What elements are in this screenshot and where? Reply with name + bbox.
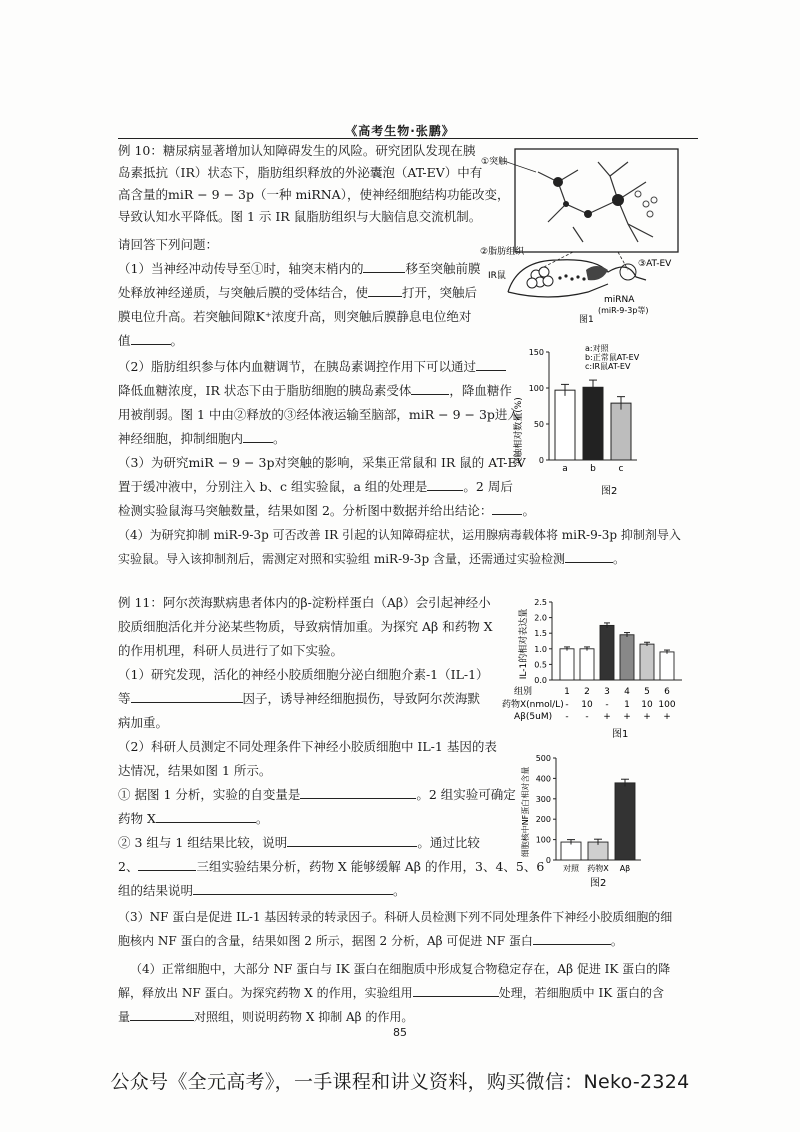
y-tick-label: 500: [535, 754, 551, 763]
ex11-q4-line-1: （4）正常细胞中，大部分 NF 蛋白与 IK 蛋白在细胞质中形成复合物稳定存在，Aβ 促进 IK 蛋白的降: [130, 962, 671, 976]
text: 量: [118, 1010, 131, 1024]
answer-blank[interactable]: [287, 832, 417, 847]
row-label-group: 组别: [514, 687, 533, 697]
text: ，降血糖作: [449, 383, 512, 398]
footer-promo-text: 公众号《全元高考》，一手课程和讲义资料，购买微信：Neko-2324: [110, 1071, 690, 1093]
ab-treatment: +: [623, 712, 631, 722]
bar-group-4: [620, 635, 634, 680]
ab-treatment: +: [643, 712, 651, 722]
example11-line-2: 胶质细胞活化并分泌某些物质，导致病情加重。为探究 Aβ 和药物 X: [118, 619, 493, 634]
row-label-ab: Aβ(5uM): [514, 712, 553, 722]
ex10-q3-line-1: （3）为研究miR − 9 − 3p对突触的影响，采集正常鼠和 IR 鼠的 AT-EV: [118, 455, 526, 470]
x-tick-label: c: [618, 464, 624, 474]
ex10-q1-line-4: [118, 330, 183, 352]
text: 三组实验结果分析，药物 X 能够缓解 Aβ 的作用，3、4、5、6: [196, 859, 545, 874]
ex11-q2-line-5: [118, 832, 480, 854]
ex11-q1-line-3: 病加重。: [118, 715, 169, 730]
text: ② 3 组与 1 组结果比较，说明: [118, 835, 288, 850]
text: 因子，诱导神经细胞损伤，导致阿尔茨海默: [242, 691, 481, 706]
ex11-fig2-chart: [516, 752, 646, 892]
fig1-diagram: [478, 142, 688, 324]
text: （2）脂肪组织参与体内血糖调节，在胰岛素调控作用下可以通过: [118, 359, 476, 374]
answer-blank[interactable]: [138, 856, 196, 871]
text: 打开，突触后: [402, 285, 478, 300]
bar-group-5: [640, 644, 654, 680]
text: 。: [255, 811, 269, 826]
answer-blank[interactable]: [363, 258, 405, 273]
bar-group-3: [600, 625, 614, 680]
x-tick-label: b: [590, 464, 596, 474]
bar-group-6: [660, 652, 674, 680]
answer-blank[interactable]: [533, 930, 611, 945]
ex11-q2-line-3: [118, 784, 516, 806]
ex11-q2-line-4: [118, 808, 268, 830]
text: 。: [522, 503, 535, 518]
ex10-q2-line-4: [118, 428, 286, 450]
chart-ylabel: 细胞核中NF蛋白相对含量: [521, 766, 530, 858]
fig1-leader-line: [504, 161, 536, 172]
example11-line-3: 的作用机理，科研人员进行了如下实验。: [118, 643, 344, 658]
ex11-q4-line-2: [118, 982, 664, 1004]
chart-caption: 图2: [601, 486, 618, 497]
text: 。通过比较: [417, 835, 480, 850]
text: 。: [170, 333, 184, 348]
ex11-q4-line-3: [118, 1006, 413, 1028]
example11-line-1: 例 11：阿尔茨海默病患者体内的β-淀粉样蛋白（Aβ）会引起神经小: [118, 595, 491, 610]
ex11-q2-line-2: 达情况，结果如图 1 所示。: [118, 763, 272, 778]
ex11-q3-line-1: （3）NF 蛋白是促进 IL-1 基因转录的转录因子。科研人员检测下列不同处理条件下神经小胶质细胞的细: [118, 910, 673, 924]
fig1-label-fat: ②脂肪组织: [480, 247, 525, 257]
y-tick-label: 1.0: [534, 644, 547, 654]
ex10-fig2-chart: [505, 342, 685, 500]
example10-line-4: 导致认知水平降低。图 1 示 IR 鼠脂肪组织与大脑信息交流机制。: [118, 209, 482, 224]
y-tick-label: 400: [535, 774, 551, 784]
text: 等: [118, 691, 131, 706]
group-number: 3: [604, 687, 610, 697]
x-tick-label: a: [562, 464, 568, 474]
y-tick-label: 0: [545, 856, 551, 865]
ex10-q4-line-1: （4）为研究抑制 miR-9-3p 可否改善 IR 引起的认知障碍症状，运用腺病毒载体将 miR-9-3p 抑制剂导入: [118, 528, 681, 542]
ex11-q2-line-6: [118, 856, 544, 878]
group-number: 5: [644, 687, 650, 697]
text: 。: [273, 431, 286, 446]
x-tick-label: Aβ: [619, 864, 631, 873]
answer-blank[interactable]: [368, 282, 402, 297]
fig1-caption: 图1: [579, 315, 594, 325]
ex10-q3-line-2: [118, 476, 513, 498]
answer-blank[interactable]: [156, 808, 256, 823]
text: 2、: [118, 859, 139, 874]
drug-dose: 1: [624, 700, 630, 710]
fig1-neuron-dendrites: [538, 162, 653, 242]
drug-dose: -: [605, 700, 609, 710]
header-rule: [118, 138, 698, 139]
fig1-brain-box: [515, 149, 678, 252]
fig1-label-synapse: ①突触: [481, 157, 508, 167]
answer-blank[interactable]: [243, 428, 273, 443]
example10-line-3: 高含量的miR − 9 − 3p（一种 miRNA），使神经细胞结构功能改变，: [118, 187, 510, 202]
text: （1）当神经冲动传导至①时，轴突末梢内的: [118, 261, 364, 276]
y-tick-label: 100: [528, 384, 544, 393]
y-tick-label: 150: [528, 348, 544, 357]
y-tick-label: 0.5: [534, 660, 547, 670]
fig1-label-mirna-2: (miR-9-3p等): [598, 306, 649, 315]
answer-blank[interactable]: [427, 476, 463, 491]
x-tick-label: 对照: [563, 864, 579, 873]
ex10-q3-line-3: [118, 500, 535, 522]
text: 神经细胞，抑制细胞内: [118, 431, 244, 446]
ex11-fig1-chart: [502, 594, 692, 744]
text: 值: [118, 333, 131, 348]
ex10-q1-line-2: [118, 282, 477, 304]
bar-c: [611, 403, 631, 460]
ex10-q1-line-3: 膜电位升高。若突触间隙K⁺浓度升高，则突触后膜静息电位绝对: [118, 309, 472, 324]
fig1-vesicles: [635, 191, 657, 217]
ex10-q2-line-2: [118, 380, 512, 402]
fig1-fat-tissue: [527, 267, 553, 288]
text: 对照组，则说明药物 X 抑制 Aβ 的作用。: [194, 1010, 414, 1024]
y-tick-label: 1.5: [534, 629, 547, 639]
ex10-q2-line-3: 用被削弱。图 1 中由②释放的③经体液运输至脑部，miR − 9 − 3p进入: [118, 407, 520, 422]
text: 实验鼠。导入该抑制剂后，需测定对照和实验组 miR-9-3p 含量，还需通过实验检测: [118, 552, 565, 566]
drug-dose: 100: [658, 700, 676, 710]
text: 药物 X: [118, 811, 156, 826]
answer-blank[interactable]: [565, 548, 613, 563]
text: 。: [612, 552, 625, 566]
ex10-q4-line-2: [118, 548, 625, 570]
ex11-q2-line-1: （2）科研人员测定不同处理条件下神经小胶质细胞中 IL-1 基因的表: [118, 739, 497, 754]
page-header-title: 《高考生物·张鹏》: [345, 124, 455, 138]
fig1-vessel-blob: [586, 266, 608, 280]
row-label-drug: 药物X(nmol/L): [502, 700, 564, 710]
example10-line-5: 请回答下列问题：: [118, 237, 219, 252]
fig1-label-mirna: miRNA: [604, 295, 635, 305]
text: 处释放神经递质，与突触后膜的受体结合，使: [118, 285, 369, 300]
text: 胞核内 NF 蛋白的含量，结果如图 2 所示，据图 2 分析，Aβ 可促进 NF 蛋白: [118, 934, 533, 948]
chart-ylabel: IL-1的相对表达量: [519, 608, 529, 680]
chart-caption: 图1: [612, 729, 629, 740]
drug-dose: 10: [581, 700, 593, 710]
group-number: 2: [584, 687, 590, 697]
fig1-mouse-belly: [508, 284, 608, 297]
ab-treatment: +: [663, 712, 671, 722]
text: 置于缓冲液中，分别注入 b、c 组实验鼠，a 组的处理是: [118, 479, 428, 494]
text: 组的结果说明: [118, 883, 194, 898]
fig1-label-ir: IR鼠: [488, 271, 506, 281]
group-number: 4: [624, 687, 630, 697]
example10-line-1: 例 10：糖尿病显著增加认知障碍发生的风险。研究团队发现在胰: [118, 143, 476, 158]
chart-ylabel: 突触相对数量(%): [514, 397, 524, 467]
answer-blank[interactable]: [131, 688, 243, 703]
text: 。: [393, 883, 406, 898]
text: ① 据图 1 分析，实验的自变量是: [118, 787, 301, 802]
ab-treatment: -: [585, 712, 589, 722]
legend-entry-c: c:IR鼠AT-EV: [585, 362, 631, 371]
bar-group-1: [560, 649, 574, 680]
bar-2: [615, 783, 635, 860]
legend-entry-a: a:对照: [585, 344, 609, 353]
ex11-q1-line-1: （1）研究发现，活化的神经小胶质细胞分泌白细胞介素-1（IL-1）: [118, 667, 489, 682]
ex11-q3-line-2: [118, 930, 623, 952]
answer-blank[interactable]: [413, 982, 499, 997]
ex11-q2-line-7: [118, 880, 406, 902]
bar-0: [561, 842, 581, 860]
answer-blank[interactable]: [131, 330, 171, 345]
answer-blank[interactable]: [300, 784, 416, 799]
text: 降低血糖浓度，IR 状态下由于脂肪细胞的胰岛素受体: [118, 383, 412, 398]
answer-blank[interactable]: [130, 1006, 194, 1021]
y-tick-label: 300: [535, 794, 551, 804]
group-number: 1: [564, 687, 570, 697]
y-tick-label: 50: [533, 420, 544, 429]
text: 。2 组实验可确定: [416, 787, 516, 802]
ex10-q1-line-1: [118, 258, 480, 280]
ex11-q1-line-2: [118, 688, 480, 710]
drug-dose: 10: [641, 700, 653, 710]
ab-treatment: +: [603, 712, 611, 722]
fig1-ev-dots: [558, 274, 585, 280]
text: 解，释放出 NF 蛋白。为探究药物 X 的作用，实验组用: [118, 986, 413, 1000]
chart-caption: 图2: [590, 878, 607, 889]
x-tick-label: 药物X: [587, 864, 609, 873]
bar-b: [583, 387, 603, 460]
answer-blank[interactable]: [193, 880, 393, 895]
bar-a: [555, 390, 575, 460]
answer-blank[interactable]: [411, 380, 449, 395]
y-tick-label: 200: [535, 815, 551, 825]
answer-blank[interactable]: [476, 356, 506, 371]
text: 。2 周后: [463, 479, 513, 494]
text: 。: [610, 934, 623, 948]
y-tick-label: 100: [535, 835, 551, 845]
fig1-label-atev: ③AT-EV: [638, 259, 672, 269]
legend-entry-b: b:正常鼠AT-EV: [585, 353, 640, 362]
y-tick-label: 0.0: [534, 676, 547, 685]
ex10-q2-line-1: [118, 356, 506, 378]
text: 处理，若细胞质中 IK 蛋白的含: [498, 986, 664, 1000]
example10-line-2: 岛素抵抗（IR）状态下，脂肪组织释放的外泌囊泡（AT-EV）中有: [118, 165, 483, 180]
drug-dose: -: [565, 700, 569, 710]
page-number: 85: [393, 1026, 407, 1039]
y-tick-label: 0: [538, 456, 544, 465]
answer-blank[interactable]: [492, 500, 522, 515]
y-tick-label: 2.0: [534, 613, 547, 623]
text: 移至突触前膜: [405, 261, 481, 276]
ab-treatment: -: [565, 712, 569, 722]
bar-group-2: [580, 649, 594, 680]
text: 检测实验鼠海马突触数量，结果如图 2。分析图中数据并给出结论：: [118, 503, 493, 518]
y-tick-label: 2.5: [534, 598, 547, 607]
group-number: 6: [664, 687, 670, 697]
